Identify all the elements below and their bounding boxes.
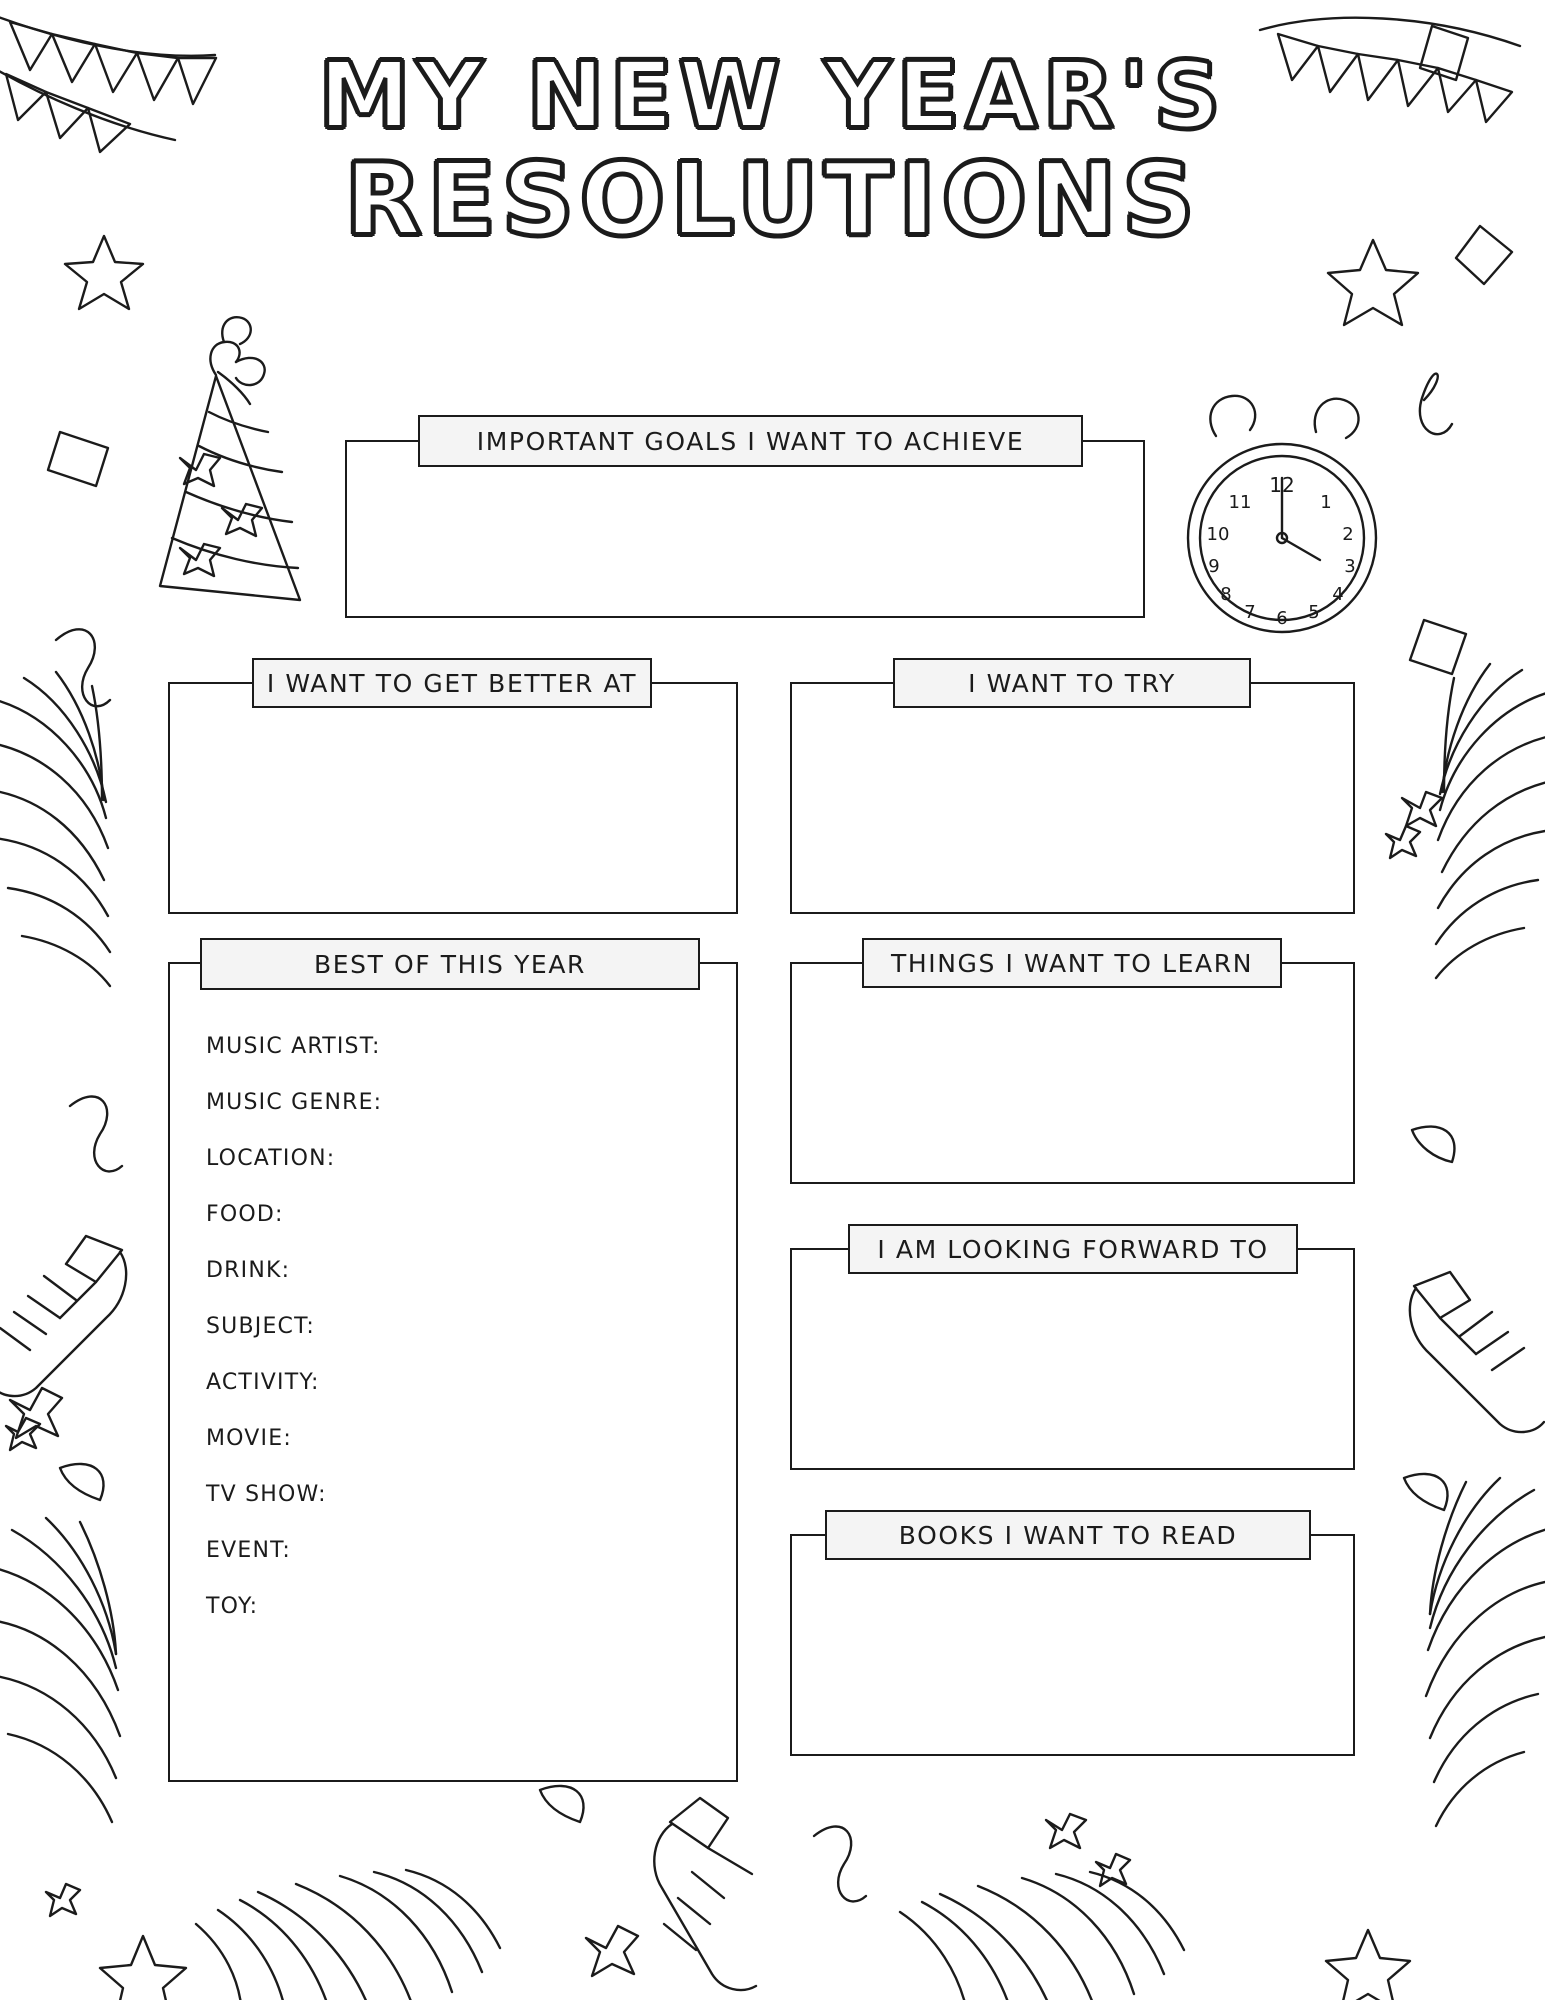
firework-burst-icon <box>1426 1478 1545 1826</box>
firework-burst-icon <box>0 672 110 986</box>
rocket-firework-icon <box>1410 1272 1544 1432</box>
star-icon <box>65 236 143 309</box>
svg-text:11: 11 <box>1228 492 1252 513</box>
better-at-box[interactable] <box>168 682 738 914</box>
best-of-year-list <box>170 964 736 1650</box>
title-line-1: MY NEW YEAR'S <box>318 42 1227 149</box>
bunting-flags-icon <box>1260 18 1520 122</box>
svg-text:7: 7 <box>1244 602 1256 623</box>
best-of-year-label: BEST OF THIS YEAR <box>200 938 700 990</box>
firework-burst-icon <box>0 1518 120 1822</box>
list-item[interactable]: TV SHOW: <box>206 1482 327 1507</box>
list-item[interactable]: MUSIC ARTIST: <box>206 1034 381 1059</box>
list-item[interactable]: FOOD: <box>206 1202 284 1227</box>
list-item[interactable]: EVENT: <box>206 1538 291 1563</box>
list-item[interactable]: ACTIVITY: <box>206 1370 320 1395</box>
list-item[interactable]: TOY: <box>206 1594 259 1619</box>
svg-text:9: 9 <box>1208 556 1220 577</box>
svg-text:6: 6 <box>1276 608 1288 629</box>
list-item[interactable]: DRINK: <box>206 1258 291 1283</box>
best-of-year-box[interactable] <box>168 962 738 1782</box>
list-item[interactable]: SUBJECT: <box>206 1314 315 1339</box>
star-icon <box>1328 240 1418 325</box>
star-icon <box>100 1936 186 2000</box>
list-item[interactable]: MUSIC GENRE: <box>206 1090 383 1115</box>
looking-forward-label: I AM LOOKING FORWARD TO <box>848 1224 1298 1274</box>
list-item[interactable]: LOCATION: <box>206 1146 336 1171</box>
rocket-firework-icon <box>0 1236 126 1450</box>
looking-forward-box[interactable] <box>790 1248 1355 1470</box>
want-to-learn-label: THINGS I WANT TO LEARN <box>862 938 1282 988</box>
svg-text:4: 4 <box>1332 584 1344 605</box>
want-to-try-label: I WANT TO TRY <box>893 658 1251 708</box>
want-to-try-box[interactable] <box>790 682 1355 914</box>
svg-text:12: 12 <box>1269 473 1295 497</box>
star-icon <box>1326 1930 1410 2000</box>
svg-text:8: 8 <box>1220 584 1232 605</box>
books-to-read-label: BOOKS I WANT TO READ <box>825 1510 1311 1560</box>
firework-burst-icon <box>1402 664 1545 978</box>
svg-text:5: 5 <box>1308 602 1320 623</box>
svg-text:2: 2 <box>1342 524 1354 545</box>
list-item[interactable]: MOVIE: <box>206 1426 292 1451</box>
important-goals-label: IMPORTANT GOALS I WANT TO ACHIEVE <box>418 415 1083 467</box>
better-at-label: I WANT TO GET BETTER AT <box>252 658 652 708</box>
firework-burst-icon <box>196 1870 500 2000</box>
party-hat-icon <box>160 317 300 600</box>
want-to-learn-box[interactable] <box>790 962 1355 1184</box>
svg-text:1: 1 <box>1320 492 1332 513</box>
page-title <box>0 42 1545 258</box>
svg-text:10: 10 <box>1206 524 1230 545</box>
bunting-flags-icon <box>0 14 216 152</box>
svg-text:3: 3 <box>1344 556 1356 577</box>
alarm-clock-icon <box>1188 396 1376 632</box>
books-to-read-box[interactable] <box>790 1534 1355 1756</box>
title-line-2: RESOLUTIONS <box>344 141 1201 258</box>
rocket-firework-icon <box>586 1798 756 1990</box>
firework-burst-icon <box>900 1814 1184 2000</box>
